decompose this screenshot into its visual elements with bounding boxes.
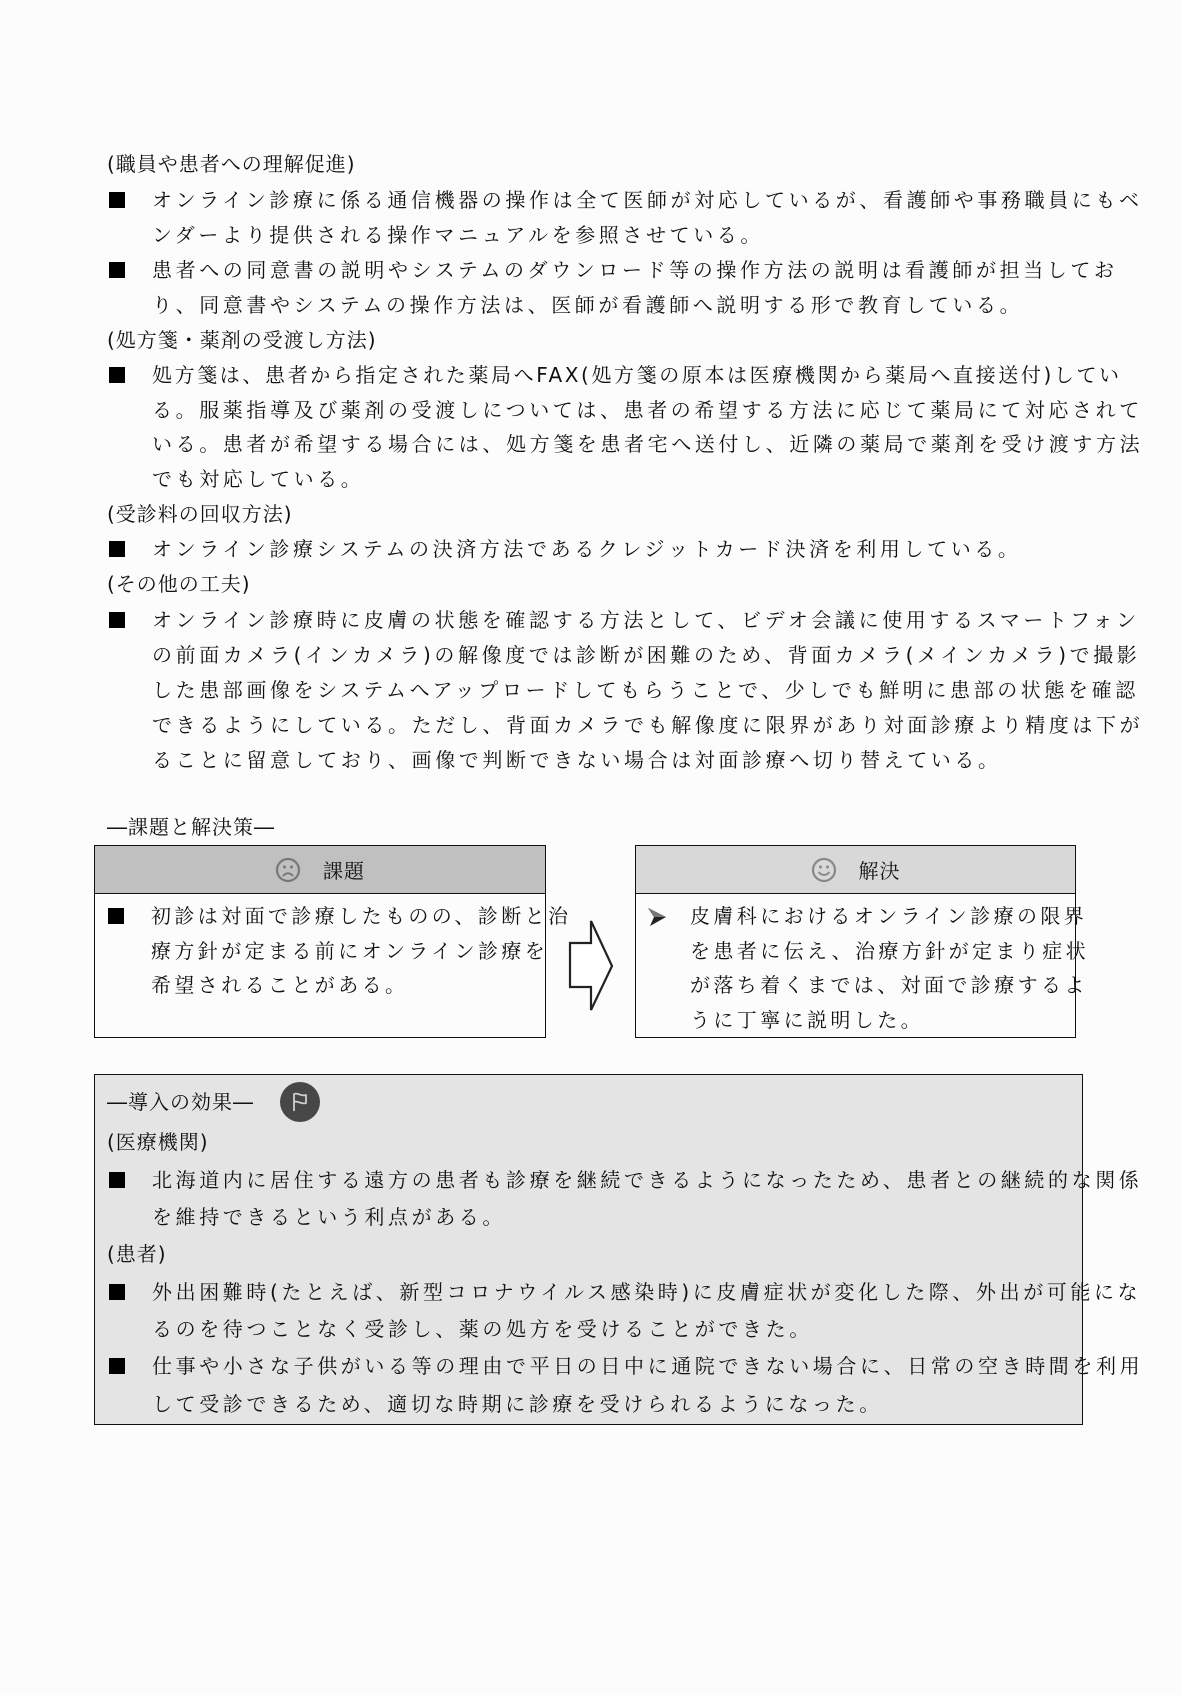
group-heading: (患者)	[107, 1242, 167, 1266]
text-line: いる。患者が希望する場合には、処方箋を患者宅へ送付し、近隣の薬局で薬剤を受け渡す方法	[152, 432, 1144, 456]
square-bullet-icon	[109, 367, 125, 383]
solution-header-label: 解決	[858, 859, 901, 883]
solution-box	[635, 845, 1089, 1038]
text-line: ンダーより提供される操作マニュアルを参照させている。	[152, 223, 764, 247]
text-line: オンライン診療時に皮膚の状態を確認する方法として、ビデオ会議に使用するスマートフォン	[152, 608, 1140, 632]
text-line: して受診できるため、適切な時期に診療を受けられるようになった。	[152, 1392, 883, 1416]
square-bullet-icon	[109, 1172, 125, 1188]
section-heading: (受診料の回収方法)	[107, 502, 293, 526]
square-bullet-icon	[109, 1284, 125, 1300]
text-line: 患者への同意書の説明やシステムのダウンロード等の操作方法の説明は看護師が担当してお	[152, 258, 1118, 282]
section-heading: (処方箋・薬剤の受渡し方法)	[107, 328, 377, 352]
solution-text-line: 皮膚科におけるオンライン診療の限界	[690, 904, 1088, 928]
text-line: ることに留意しており、画像で判断できない場合は対面診療へ切り替えている。	[152, 748, 1002, 772]
text-line: 仕事や小さな子供がいる等の理由で平日の日中に通院できない場合に、日常の空き時間を利用	[152, 1354, 1144, 1378]
square-bullet-icon	[109, 192, 125, 208]
flag-icon	[280, 1082, 320, 1122]
solution-text-line: が落ち着くまでは、対面で診療するよ	[690, 973, 1088, 997]
right-arrow-icon	[568, 918, 614, 1014]
text-line: オンライン診療に係る通信機器の操作は全て医師が対応しているが、看護師や事務職員にもベ	[152, 188, 1143, 212]
text-line: を維持できるという利点がある。	[152, 1205, 506, 1229]
text-line: る。服薬指導及び薬剤の受渡しについては、患者の希望する方法に応じて薬局にて対応されて	[152, 398, 1143, 422]
text-line: 処方箋は、患者から指定された薬局へFAX(処方箋の原本は医療機関から薬局へ直接送付)してい	[152, 363, 1122, 387]
square-bullet-icon	[109, 1358, 125, 1374]
text-line: の前面カメラ(インカメラ)の解像度では診断が困難のため、背面カメラ(メインカメラ)で撮影	[152, 643, 1141, 667]
text-line: できるようにしている。ただし、背面カメラでも解像度に限界があり対面診療より精度は下が	[152, 713, 1144, 737]
effects-title: ―導入の効果―	[107, 1090, 254, 1114]
group-heading: (医療機関)	[107, 1130, 209, 1154]
text-line: 北海道内に居住する遠方の患者も診療を継続できるようになったため、患者との継続的な関係	[152, 1168, 1143, 1192]
text-line: オンライン診療システムの決済方法であるクレジットカード決済を利用している。	[152, 537, 1022, 561]
text-line: した患部画像をシステムへアップロードしてもらうことで、少しでも鮮明に患部の状態を確認	[152, 678, 1139, 702]
text-line: でも対応している。	[152, 467, 365, 491]
smiley-face-icon	[811, 857, 837, 883]
section-heading: (職員や患者への理解促進)	[107, 152, 356, 176]
issue-header	[95, 846, 545, 894]
text-line: 外出困難時(たとえば、新型コロナウイルス感染時)に皮膚症状が変化した際、外出が可能にな	[152, 1280, 1142, 1304]
arrowhead-bullet-icon	[646, 906, 668, 928]
effects-box	[94, 1074, 1144, 1425]
issue-box	[94, 845, 572, 1038]
text-line: り、同意書やシステムの操作方法は、医師が看護師へ説明する形で教育している。	[152, 293, 1024, 317]
issue-header-label: 課題	[323, 859, 365, 883]
solution-header	[636, 846, 1075, 894]
square-bullet-icon	[109, 612, 125, 628]
sad-face-icon	[275, 857, 301, 883]
solution-text-line: うに丁寧に説明した。	[690, 1008, 924, 1032]
section-heading: (その他の工夫)	[107, 572, 251, 596]
square-bullet-icon	[108, 908, 124, 924]
issues-solutions-title: ―課題と解決策―	[107, 815, 275, 839]
square-bullet-icon	[109, 262, 125, 278]
square-bullet-icon	[109, 541, 125, 557]
issue-text-line: 療方針が定まる前にオンライン診療を	[151, 939, 549, 963]
solution-text-line: を患者に伝え、治療方針が定まり症状	[690, 939, 1089, 963]
issue-text-line: 初診は対面で診療したものの、診断と治	[151, 904, 572, 928]
text-line: るのを待つことなく受診し、薬の処方を受けることができた。	[152, 1317, 813, 1341]
issue-text-line: 希望されることがある。	[151, 973, 409, 997]
